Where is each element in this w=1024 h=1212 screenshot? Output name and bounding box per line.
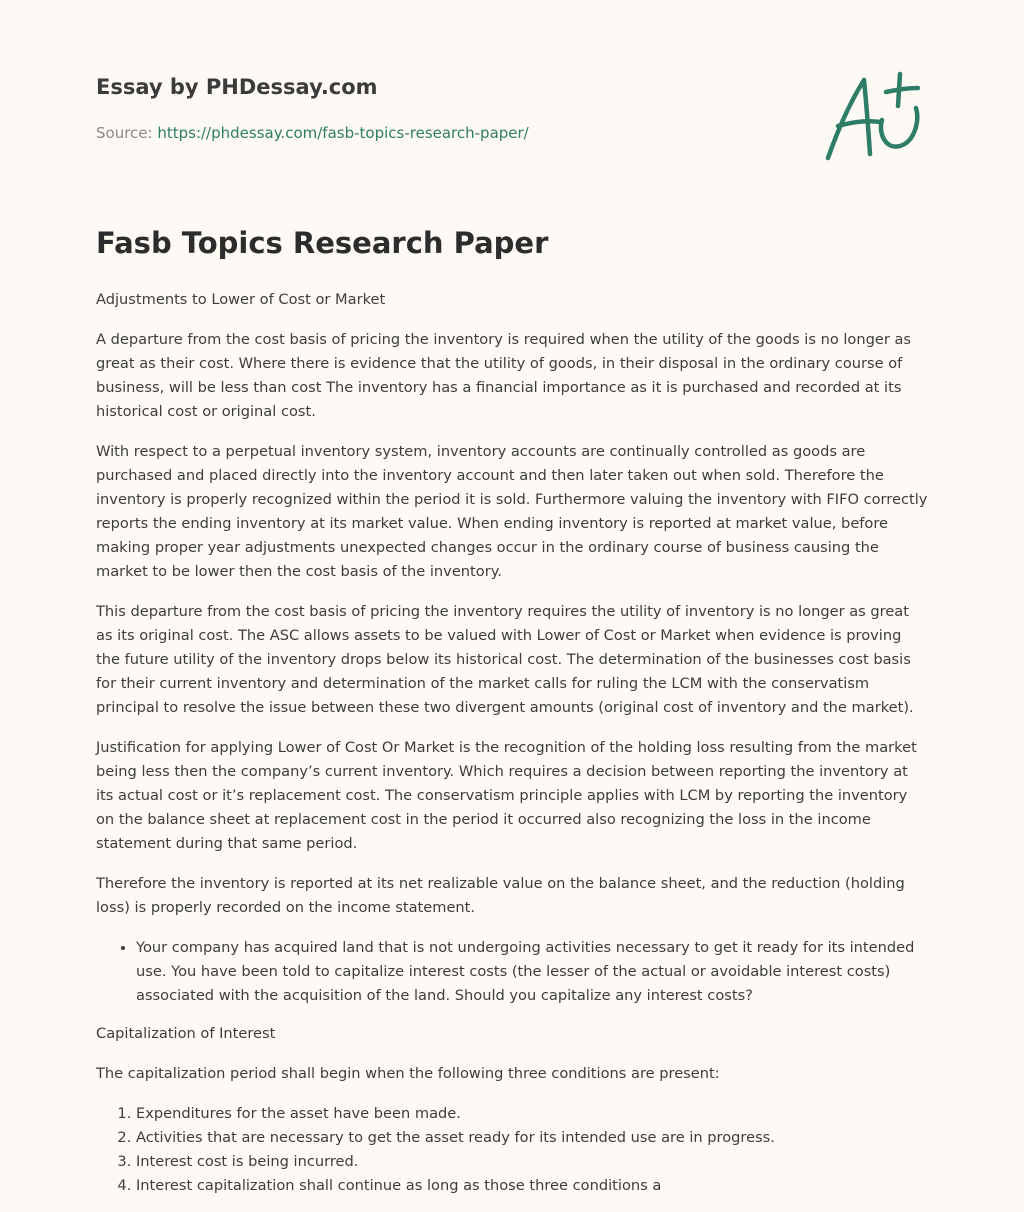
bullet-list bbox=[96, 936, 928, 1008]
paragraph: With respect to a perpetual inventory system, inventory accounts are continually controlled as goods are purchased and placed directly into the inventory account and then later taken out when sold. Therefore the inventory is properly recognized within the period it is sold. Furthermore valuing the inventory with FIFO correctly reports the ending inventory at its market value. When ending inventory is reported at market value, before making proper year adjustments unexpected changes occur in the ordinary course of business causing the market to be lower then the cost basis of the inventory. bbox=[96, 443, 928, 580]
source-label: Source: bbox=[96, 124, 158, 142]
paragraph: A departure from the cost basis of pricing the inventory is required when the utility of the goods is no longer as great as their cost. Where there is evidence that the utility of goods, in their disposal in the ordinary course of business, will be less than cost The inventory has a financial importance as it is purchased and recorded at its historical cost or original cost. bbox=[96, 331, 912, 420]
a-plus-logo-icon bbox=[824, 70, 924, 164]
page-title: Fasb Topics Research Paper bbox=[96, 226, 549, 260]
paragraph: The capitalization period shall begin when the following three conditions are present: bbox=[96, 1065, 720, 1082]
source-link[interactable]: https://phdessay.com/fasb-topics-research-paper/ bbox=[157, 124, 529, 142]
section-subheading: Adjustments to Lower of Cost or Market bbox=[96, 291, 386, 308]
numbered-list bbox=[96, 1102, 928, 1198]
list-item: 1. Expenditures for the asset have been made. bbox=[136, 1102, 928, 1126]
section-subheading: Capitalization of Interest bbox=[96, 1025, 276, 1042]
source-line bbox=[96, 124, 529, 142]
list-item: 3. Interest cost is being incurred. bbox=[136, 1150, 928, 1174]
article-body bbox=[96, 288, 928, 1212]
list-item: 4. Interest capitalization shall continue as long as those three conditions a bbox=[136, 1174, 928, 1198]
paragraph: Justification for applying Lower of Cost Or Market is the recognition of the holding loss resulting from the market being less then the company’s current inventory. Which requires a decision between reporting the inventory at its actual cost or it’s replacement cost. The conservatism principle applies with LCM by reporting the inventory on the balance sheet at replacement cost in the period it occurred also recognizing the loss in the income statement during that same period. bbox=[96, 739, 917, 852]
list-item: 2. Activities that are necessary to get the asset ready for its intended use are in progress. bbox=[136, 1126, 928, 1150]
paragraph: This departure from the cost basis of pricing the inventory requires the utility of inventory is no longer as great as its original cost. The ASC allows assets to be valued with Lower of Cost or Market when evidence is proving the future utility of the inventory drops below its historical cost. The determination of the businesses cost basis for their current inventory and determination of the market calls for ruling the LCM with the conservatism principal to resolve the issue between these two divergent amounts (original cost of inventory and the market). bbox=[96, 603, 914, 716]
paragraph: Therefore the inventory is reported at its net realizable value on the balance sheet, and the reduction (holding loss) is properly recorded on the income statement. bbox=[96, 875, 905, 916]
site-brand: Essay by PHDessay.com bbox=[96, 75, 378, 99]
list-item: • Your company has acquired land that is not undergoing activities necessary to get it ready for its intended use. You have been told to capitalize interest costs (the lesser of the actual or avoidable interest costs) associated with the acquisition of the land. Should you capitalize any interest costs? bbox=[136, 936, 928, 1008]
